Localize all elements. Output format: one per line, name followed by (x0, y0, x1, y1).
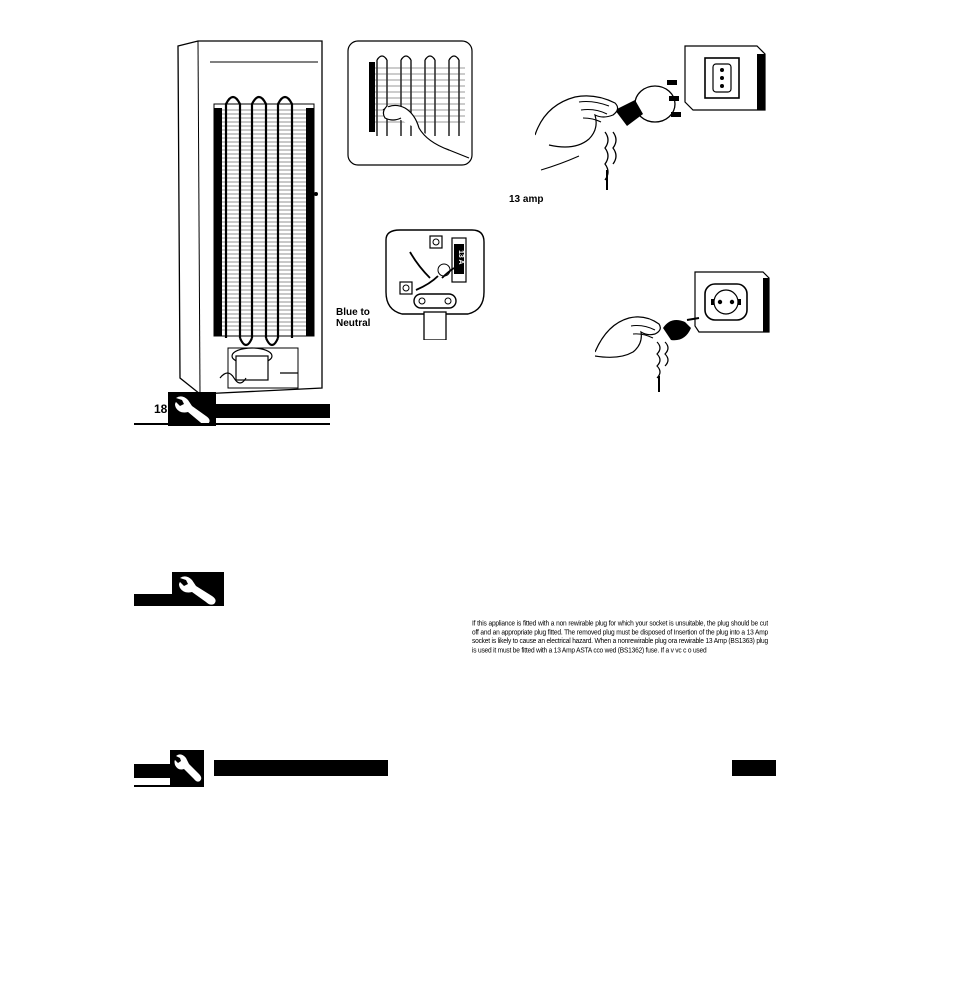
header-underline (134, 423, 330, 425)
blue-to-text: Blue to (336, 307, 370, 318)
condenser-closeup-inset (347, 40, 473, 166)
fridge-back-illustration (170, 38, 330, 398)
wrench-icon (170, 750, 204, 786)
wrench-icon (168, 392, 216, 426)
section-header-bar-3 (134, 750, 390, 788)
neutral-text: Neutral (336, 318, 371, 329)
section-header-bar-2 (134, 572, 224, 608)
header-bar (214, 760, 388, 776)
right-tab-block (732, 760, 776, 776)
header-bar (216, 404, 330, 418)
blue-to-neutral-label (336, 307, 370, 329)
plug-insertion-illustration (535, 40, 775, 190)
header-underline (134, 785, 204, 787)
header-left-bar (134, 594, 174, 606)
wrench-icon (172, 572, 224, 606)
header-left-bar (134, 764, 170, 778)
section-header-bar-page-18 (134, 390, 330, 426)
schuko-plug-illustration (595, 268, 775, 392)
fuse-label: 13 A (457, 250, 464, 265)
plug-13-amp-label: 13 amp (509, 194, 544, 205)
plug-safety-paragraph: If this appliance is fitted with a non rewirable plug for which your socket is unsuitable, the plug should be cut off and an appropriate plug fitted. The removed plug must be disposed of Insertion of the plug into a 13 Amp socket is likely to cause an electrical hazard. When a nonrewirable plug ora rewirable 13 Amp (BS1363) plug is used it must be fitted with a 13 Amp ASTA cco wed (BS1362) fuse. If a v vc c o used (472, 620, 768, 655)
page-number: 18 (154, 402, 168, 416)
plug-wiring-diagram (380, 228, 490, 340)
